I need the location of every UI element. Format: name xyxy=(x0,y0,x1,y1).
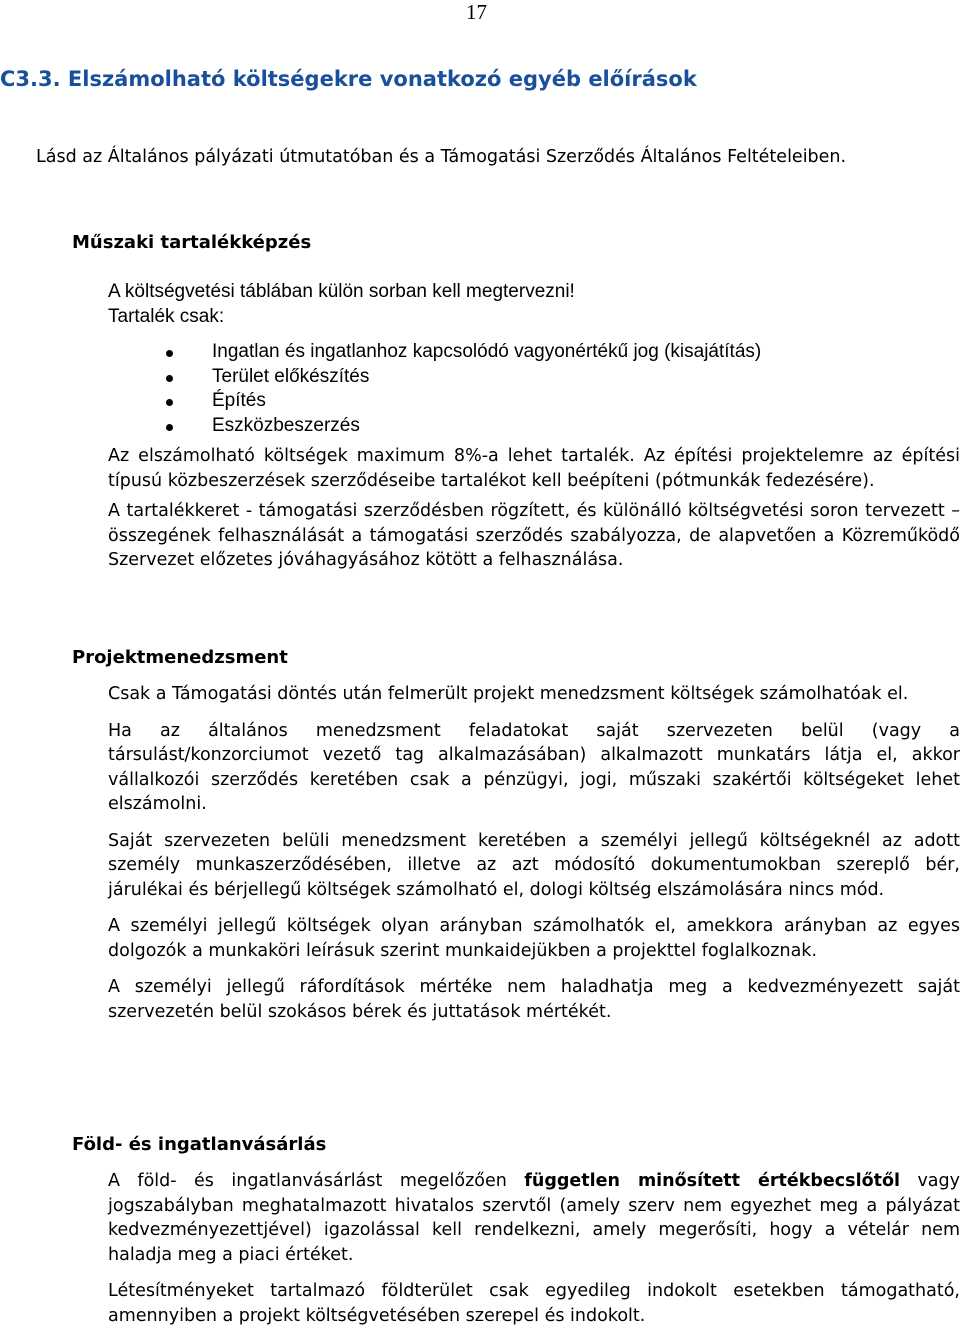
fold-text-block xyxy=(108,1169,960,1328)
projekt-paragraph: A személyi jellegű ráfordítások mértéke nem haladhatja meg a kedvezményezett saját szervezetén belül szokásos bérek és juttatások mértékét. xyxy=(108,977,960,1022)
projekt-paragraph: A személyi jellegű költségek olyan arányban számolhatók el, amekkora arányban az egyes dolgozók a munkaköri leírásuk szerint munkaidejükben a projekttel foglalkoznak. xyxy=(108,916,960,961)
bullet-item: Ingatlan és ingatlanhoz kapcsolódó vagyonértékű jog (kisajátítás) xyxy=(108,340,761,365)
fold-heading: Föld- és ingatlanvásárlás xyxy=(72,1134,327,1155)
bullet-dot-icon xyxy=(166,399,173,406)
muszaki-paragraph-1: Az elszámolható költségek maximum 8%-a lehet tartalék. Az építési projektelemre az építési típusú közbeszerzések szerződéseibe tartalékot kell beépíteni (pótmunkák fedezésére). xyxy=(108,446,960,491)
fold-paragraph-1: A föld- és ingatlanvásárlást megelőzően független minősített értékbecslőtől vagy jogszabályban meghatalmazott hivatalos szervtől (amely szerv nem egyezhet meg a pályázat kedvezményezettjével) igazolással kell rendelkezni, amely megerősíti, hogy a vételár nem haladja meg a piaci értéket. xyxy=(108,1171,960,1265)
section-title: C3.3. Elszámolható költségekre vonatkozó egyéb előírások xyxy=(0,67,697,91)
muszaki-line-1: A költségvetési táblában külön sorban kell megtervezni! xyxy=(108,281,575,302)
muszaki-intro-block xyxy=(108,280,960,329)
projekt-text-block xyxy=(108,682,960,1024)
bullet-item: Terület előkészítés xyxy=(108,365,761,390)
fold-paragraph-2: Létesítményeket tartalmazó földterület csak egyedileg indokolt esetekben támogatható, amennyiben a projekt költségvetésében szerepel és indokolt. xyxy=(108,1281,960,1326)
projekt-paragraph: Csak a Támogatási döntés után felmerült projekt menedzsment költségek számolhatóak el. xyxy=(108,684,909,704)
fold-emphasis: független minősített értékbecslőtől xyxy=(524,1171,900,1191)
muszaki-line-2: Tartalék csak: xyxy=(108,306,225,327)
bullet-item: Építés xyxy=(108,389,761,414)
projekt-paragraph: Ha az általános menedzsment feladatokat saját szervezeten belül (vagy a társulást/konzorciumot vezető tag alkalmazásában) alkalmazott munkatárs látja el, akkor vállalkozói szerződés keretében csak a pénzügyi, jogi, műszaki szakértői költségeket lehet elszámolni. xyxy=(108,720,960,814)
bullet-dot-icon xyxy=(166,350,173,357)
intro-paragraph: Lásd az Általános pályázati útmutatóban és a Támogatási Szerződés Általános Feltételeiben. xyxy=(36,147,847,167)
bullet-dot-icon xyxy=(166,424,173,431)
bullet-item: Eszközbeszerzés xyxy=(108,414,761,439)
muszaki-heading: Műszaki tartalékképzés xyxy=(72,232,312,253)
bullet-dot-icon xyxy=(166,375,173,382)
muszaki-text-block xyxy=(108,444,960,573)
page-number: 17 xyxy=(466,0,487,24)
muszaki-paragraph-2: A tartalékkeret - támogatási szerződésben rögzített, és különálló költségvetési soron tervezett – összegének felhasználását a támogatási szerződés szabályozza, de alapvetően a Közreműködő Szervezet előzetes jóváhagyásához kötött a felhasználása. xyxy=(108,501,960,570)
muszaki-bullet-list xyxy=(108,340,761,438)
projekt-heading: Projektmenedzsment xyxy=(72,647,288,668)
projekt-paragraph: Saját szervezeten belüli menedzsment keretében a személyi jellegű költségeknél az adott személy munkaszerződésében, illetve az azt módosító dokumentumokban szereplő bér, járulékai és bérjellegű költségek számolható el, dologi költség elszámolására nincs mód. xyxy=(108,830,960,900)
